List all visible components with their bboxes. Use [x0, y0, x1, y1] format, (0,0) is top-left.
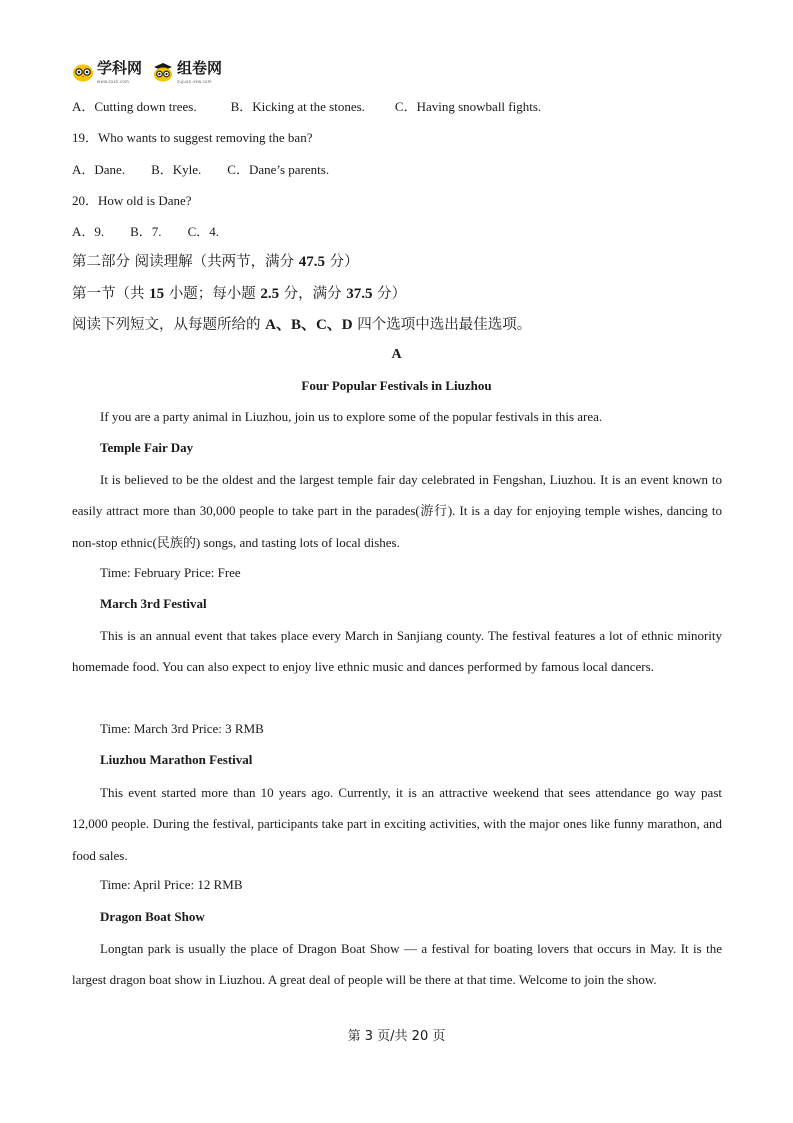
question-19-stem [72, 127, 312, 146]
option-b: B．Kicking at the stones. [230, 99, 365, 114]
festival-name: March 3rd Festival [100, 596, 207, 611]
section-heading-part2 [72, 250, 359, 271]
logo-zujuan-text: 组卷网 [177, 59, 223, 77]
owl-mascot-icon [72, 62, 94, 82]
logo-zxxk-url: www.zxxk.com [97, 79, 130, 84]
sub1-count: 15 [149, 286, 165, 302]
question-number: 19． [72, 130, 99, 145]
option-b: B．Kyle. [151, 162, 202, 177]
question-19-options [72, 159, 329, 178]
passage-label: A [391, 347, 402, 362]
owl-graduate-icon [152, 62, 174, 82]
festival-description: This is an annual event that takes place every March in Sanjiang county. The festival features a lot of ethnic minority homemade food. You can also expect to enjoy live ethnic music and dances performed by famous local dancers. [72, 628, 722, 675]
festival-info: Time: February Price: Free [100, 565, 241, 580]
sub1-each-score: 2.5 [260, 286, 280, 302]
sub1-label: 第一节（共 [72, 286, 150, 302]
section-instruction [72, 313, 531, 334]
festival-info: Time: April Price: 12 RMB [100, 877, 243, 892]
part2-suffix: 分） [324, 254, 359, 270]
festival-description: This event started more than 10 years ago. Currently, it is an attractive weekend that sees attendance go way past 12,000 people. During the festival, participants take part in exciting activities, with the major ones like funny marathon, and food sales. [72, 785, 722, 863]
sub1-mid2: 分，满分 [279, 286, 347, 302]
question-20-stem [72, 190, 192, 209]
section-heading-sub1 [72, 282, 406, 303]
festival-description: Longtan park is usually the place of Dragon Boat Show — a festival for boating lovers that occurs in May. It is the largest dragon boat show in Liuzhou. A great deal of people will be there at that time. Welcome to join the show. [72, 941, 722, 988]
logo-zxxk-text: 学科网 [97, 59, 143, 77]
question-number: 20． [72, 193, 99, 208]
passage-title: Four Popular Festivals in Liuzhou [301, 378, 492, 393]
festival-description: It is believed to be the oldest and the largest temple fair day celebrated in Fengshan, Liuzhou. It is an event known to easily attract more than 30,000 people to take part in the parades(游行). It is a day for enjoying temple wishes, dancing to non-stop ethnic(民族的) songs, and tasting lots of local dishes. [72, 472, 722, 550]
header-logos [72, 60, 222, 84]
logo-zujuan-url: zujuan.xkw.com [177, 79, 212, 84]
option-a: A．Dane. [72, 162, 126, 177]
instruction-text: 阅读下列短文，从每题所给的 [72, 317, 266, 333]
question-18-options [72, 96, 541, 115]
part2-score: 47.5 [298, 254, 325, 270]
part2-label: 第二部分 阅读理解（共两节，满分 [72, 254, 299, 270]
logo-zxxk [72, 60, 142, 84]
festival-name: Dragon Boat Show [100, 909, 205, 924]
festival-name: Liuzhou Marathon Festival [100, 752, 253, 767]
option-a: A．Cutting down trees. [72, 99, 197, 114]
option-c: C．Having snowball fights. [394, 99, 542, 114]
logo-zujuan [152, 60, 222, 84]
option-c: C．4. [187, 224, 219, 239]
instruction-suffix: 四个选项中选出最佳选项。 [352, 317, 532, 333]
option-c: C．Dane’s parents. [227, 162, 330, 177]
option-a: A．9. [72, 224, 105, 239]
page-number: 第 3 页/共 20 页 [347, 1029, 446, 1044]
question-text: How old is Dane? [98, 193, 192, 208]
sub1-mid1: 小题；每小题 [164, 286, 261, 302]
sub1-total-score: 37.5 [346, 286, 373, 302]
question-text: Who wants to suggest removing the ban? [98, 130, 313, 145]
instruction-options: A、B、C、D [265, 317, 353, 333]
festival-info: Time: March 3rd Price: 3 RMB [100, 721, 264, 736]
festival-name: Temple Fair Day [100, 440, 194, 455]
passage-intro: If you are a party animal in Liuzhou, join us to explore some of the popular festivals in this area. [100, 409, 603, 424]
question-20-options [72, 221, 219, 240]
sub1-suffix: 分） [372, 286, 407, 302]
option-b: B．7. [130, 224, 162, 239]
